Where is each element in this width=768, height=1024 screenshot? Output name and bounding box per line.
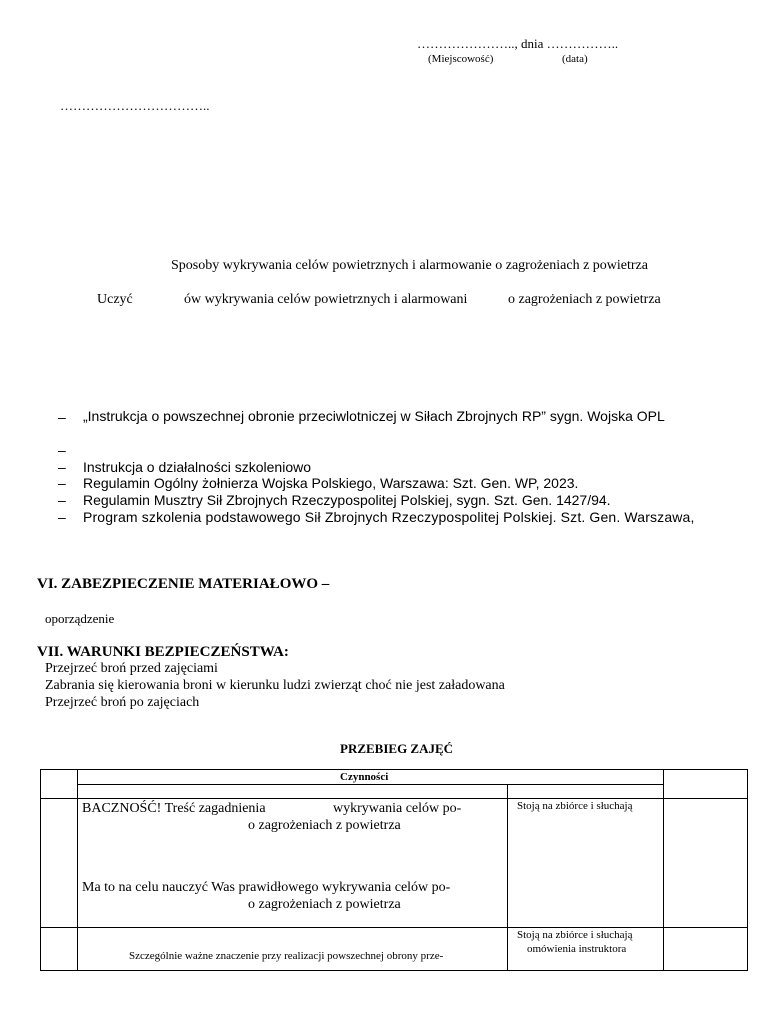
trainees-activity: Stoją na zbiórce i słuchają xyxy=(517,800,633,812)
place-label: (Miejscowość) xyxy=(428,53,494,65)
course-title: PRZEBIEG ZAJĘĆ xyxy=(340,741,454,756)
list-dash: – xyxy=(58,509,66,525)
list-dash: – xyxy=(58,442,66,458)
literature-item: „Instrukcja o powszechnej obronie przeciwlotniczej w Siłach Zbrojnych RP” sygn. Wojska OPL xyxy=(83,408,665,424)
column-header-activities: Czynności xyxy=(340,771,389,783)
row2-text-line: Szczególnie ważne znaczenie przy realizacji powszechnej obrony prze- xyxy=(129,950,444,962)
safety-rule: Przejrzeć broń przed zajęciami xyxy=(45,661,218,676)
literature-item: Instrukcja o działalności szkoleniowo xyxy=(83,459,311,475)
trainees-activity: Stoją na zbiórce i słuchają xyxy=(517,929,633,941)
section-vi-text: oporządzenie xyxy=(45,611,115,626)
dotted-line: …………………………….. xyxy=(60,98,210,113)
date-label: (data) xyxy=(562,53,588,65)
topic-title: Sposoby wykrywania celów powietrznych i alarmowanie o zagrożeniach z powietrza xyxy=(171,258,648,273)
trainees-activity: omówienia instruktora xyxy=(527,943,627,955)
goal-middle: ów wykrywania celów powietrznych i alarmowani xyxy=(184,292,468,307)
row1-text-line: o zagrożeniach z powietrza xyxy=(248,897,401,912)
safety-rule: Przejrzeć broń po zajęciach xyxy=(45,695,200,710)
section-vi-heading: VI. ZABEZPIECZENIE MATERIAŁOWO – xyxy=(37,576,330,592)
row1-text-line: wykrywania celów po- xyxy=(333,801,462,816)
goal-start: Uczyć xyxy=(97,292,133,307)
row1-text-line: o zagrożeniach z powietrza xyxy=(248,818,401,833)
list-dash: – xyxy=(58,492,66,508)
goal-end: o zagrożeniach z powietrza xyxy=(508,292,661,307)
list-dash: – xyxy=(58,409,66,425)
row1-text-line: Ma to na celu nauczyć Was prawidłowego wykrywania celów po- xyxy=(82,880,451,895)
literature-item: Program szkolenia podstawowego Sił Zbrojnych Rzeczypospolitej Polskiej. Szt. Gen. Warszawa, xyxy=(83,509,695,525)
row1-text-line: BACZNOŚĆ! Treść zagadnienia xyxy=(82,801,266,816)
section-vii-heading: VII. WARUNKI BEZPIECZEŃSTWA: xyxy=(37,644,289,660)
place-date-line: ………………….., dnia …………….. xyxy=(417,36,619,51)
safety-rule: Zabrania się kierowania broni w kierunku ludzi zwierząt choć nie jest załadowana xyxy=(45,678,505,693)
list-dash: – xyxy=(58,459,66,475)
literature-item: Regulamin Musztry Sił Zbrojnych Rzeczypospolitej Polskiej, sygn. Szt. Gen. 1427/94. xyxy=(83,492,611,508)
literature-item: Regulamin Ogólny żołnierza Wojska Polskiego, Warszawa: Szt. Gen. WP, 2023. xyxy=(83,475,579,491)
list-dash: – xyxy=(58,475,66,491)
